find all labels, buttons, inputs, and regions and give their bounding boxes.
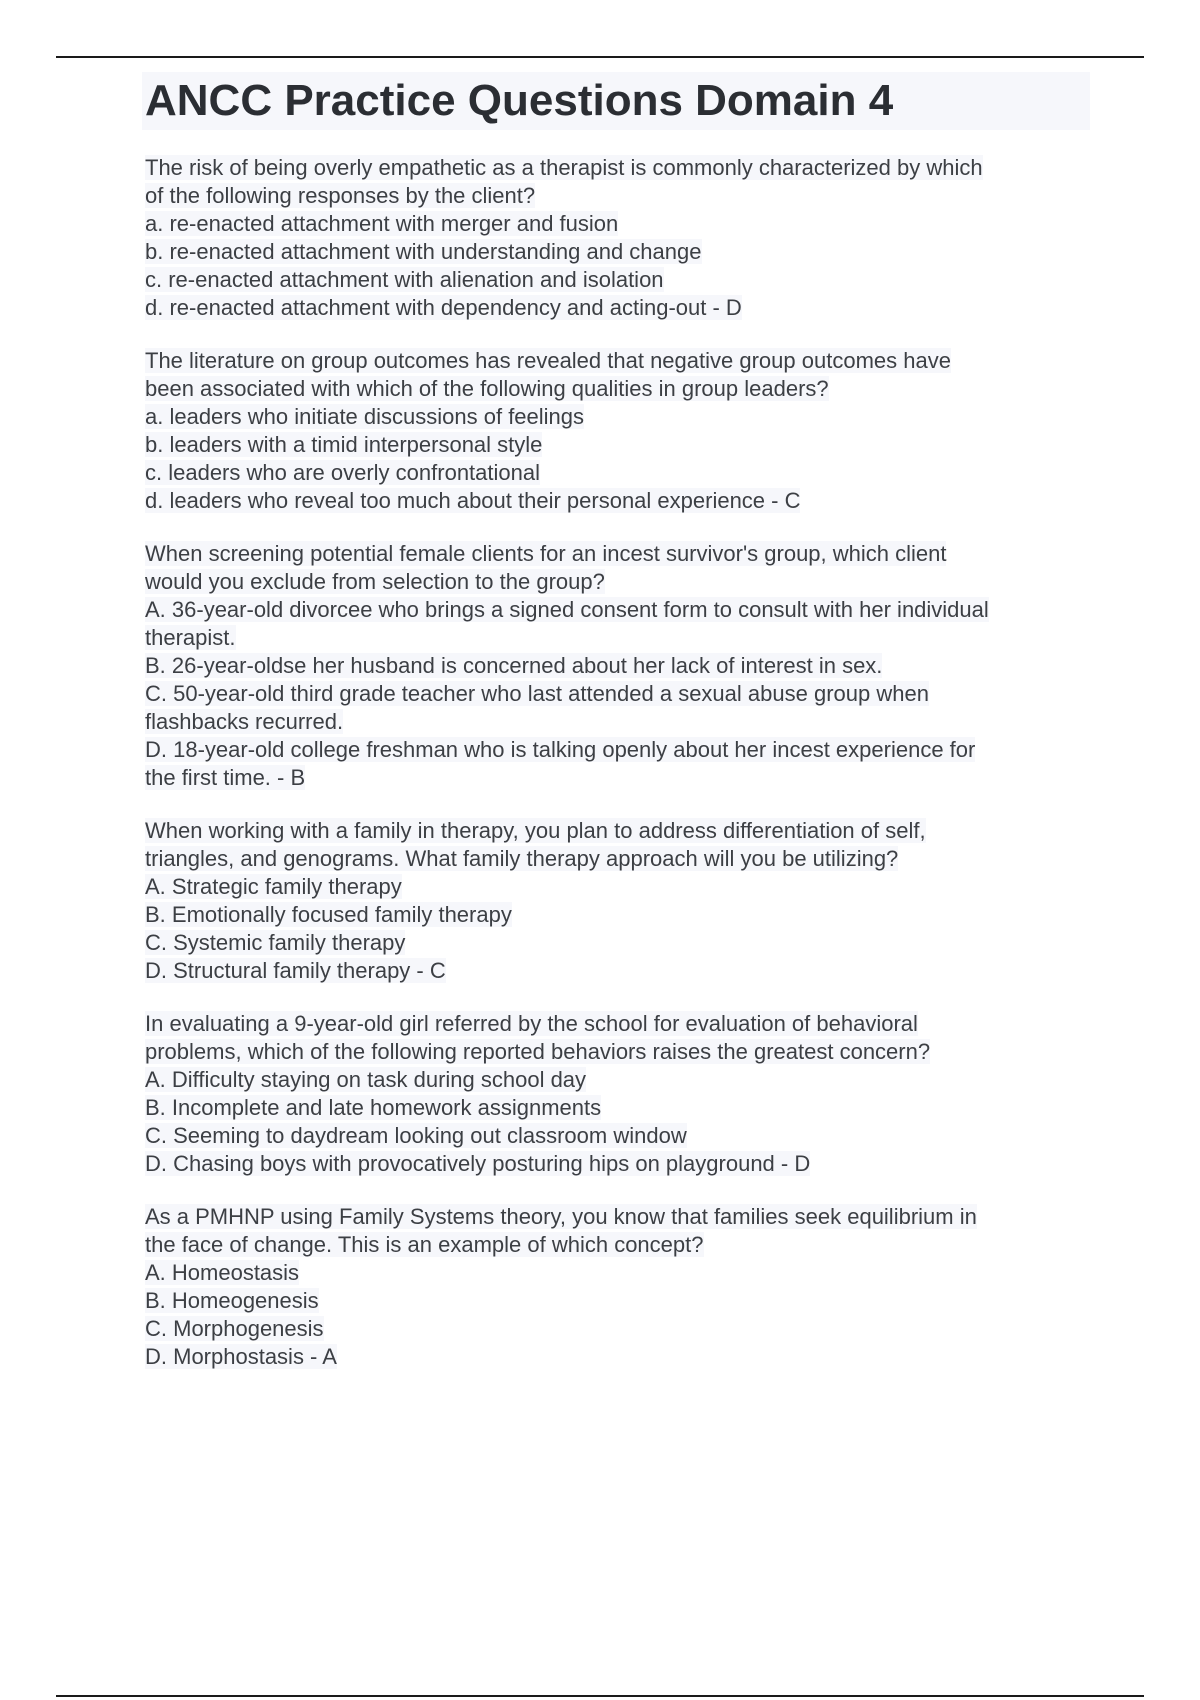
question-stem-line: the face of change. This is an example of which concept?	[145, 1232, 704, 1257]
question-stem-line: The literature on group outcomes has revealed that negative group outcomes have	[145, 348, 951, 373]
answer-option: C. Systemic family therapy	[145, 930, 406, 955]
question-stem-line: In evaluating a 9-year-old girl referred by the school for evaluation of behavioral	[145, 1011, 918, 1036]
answer-option: D. Structural family therapy - C	[145, 958, 446, 983]
page-title: ANCC Practice Questions Domain 4	[145, 76, 894, 125]
answer-option: flashbacks recurred.	[145, 709, 344, 734]
answer-option: a. re-enacted attachment with merger and fusion	[145, 211, 619, 236]
question-stem-line: triangles, and genograms. What family therapy approach will you be utilizing?	[145, 846, 899, 871]
answer-option: B. Homeogenesis	[145, 1288, 319, 1313]
question-3	[145, 540, 1085, 792]
answer-option: a. leaders who initiate discussions of feelings	[145, 404, 585, 429]
question-2	[145, 347, 1085, 515]
answer-option: A. 36-year-old divorcee who brings a signed consent form to consult with her individual	[145, 597, 989, 622]
question-stem-line: When working with a family in therapy, you plan to address differentiation of self,	[145, 818, 926, 843]
question-stem-line: been associated with which of the following qualities in group leaders?	[145, 376, 829, 401]
question-1	[145, 154, 1085, 322]
question-stem-line: The risk of being overly empathetic as a therapist is commonly characterized by which	[145, 155, 983, 180]
question-stem-line: When screening potential female clients for an incest survivor's group, which client	[145, 541, 947, 566]
answer-option: D. 18-year-old college freshman who is talking openly about her incest experience for	[145, 737, 976, 762]
question-5	[145, 1010, 1085, 1178]
answer-option: B. 26-year-oldse her husband is concerned about her lack of interest in sex.	[145, 653, 883, 678]
question-6	[145, 1203, 1085, 1371]
answer-option: C. 50-year-old third grade teacher who last attended a sexual abuse group when	[145, 681, 929, 706]
bottom-rule	[56, 1695, 1144, 1697]
answer-option: A. Strategic family therapy	[145, 874, 402, 899]
answer-option: D. Chasing boys with provocatively posturing hips on playground - D	[145, 1151, 811, 1176]
answer-option: C. Seeming to daydream looking out classroom window	[145, 1123, 687, 1148]
answer-option: therapist.	[145, 625, 236, 650]
question-list	[145, 154, 1085, 1396]
answer-option: d. leaders who reveal too much about their personal experience - C	[145, 488, 801, 513]
answer-option: D. Morphostasis - A	[145, 1344, 337, 1369]
question-stem-line: As a PMHNP using Family Systems theory, you know that families seek equilibrium in	[145, 1204, 977, 1229]
answer-option: A. Difficulty staying on task during school day	[145, 1067, 587, 1092]
question-stem-line: of the following responses by the client?	[145, 183, 536, 208]
question-4	[145, 817, 1085, 985]
top-rule	[56, 56, 1144, 58]
answer-option: the first time. - B	[145, 765, 306, 790]
question-stem-line: problems, which of the following reported behaviors raises the greatest concern?	[145, 1039, 931, 1064]
answer-option: C. Morphogenesis	[145, 1316, 324, 1341]
answer-option: c. re-enacted attachment with alienation and isolation	[145, 267, 664, 292]
answer-option: d. re-enacted attachment with dependency and acting-out - D	[145, 295, 742, 320]
answer-option: c. leaders who are overly confrontational	[145, 460, 540, 485]
answer-option: b. re-enacted attachment with understanding and change	[145, 239, 702, 264]
question-stem-line: would you exclude from selection to the group?	[145, 569, 605, 594]
answer-option: B. Emotionally focused family therapy	[145, 902, 512, 927]
answer-option: A. Homeostasis	[145, 1260, 300, 1285]
answer-option: B. Incomplete and late homework assignments	[145, 1095, 602, 1120]
answer-option: b. leaders with a timid interpersonal style	[145, 432, 543, 457]
